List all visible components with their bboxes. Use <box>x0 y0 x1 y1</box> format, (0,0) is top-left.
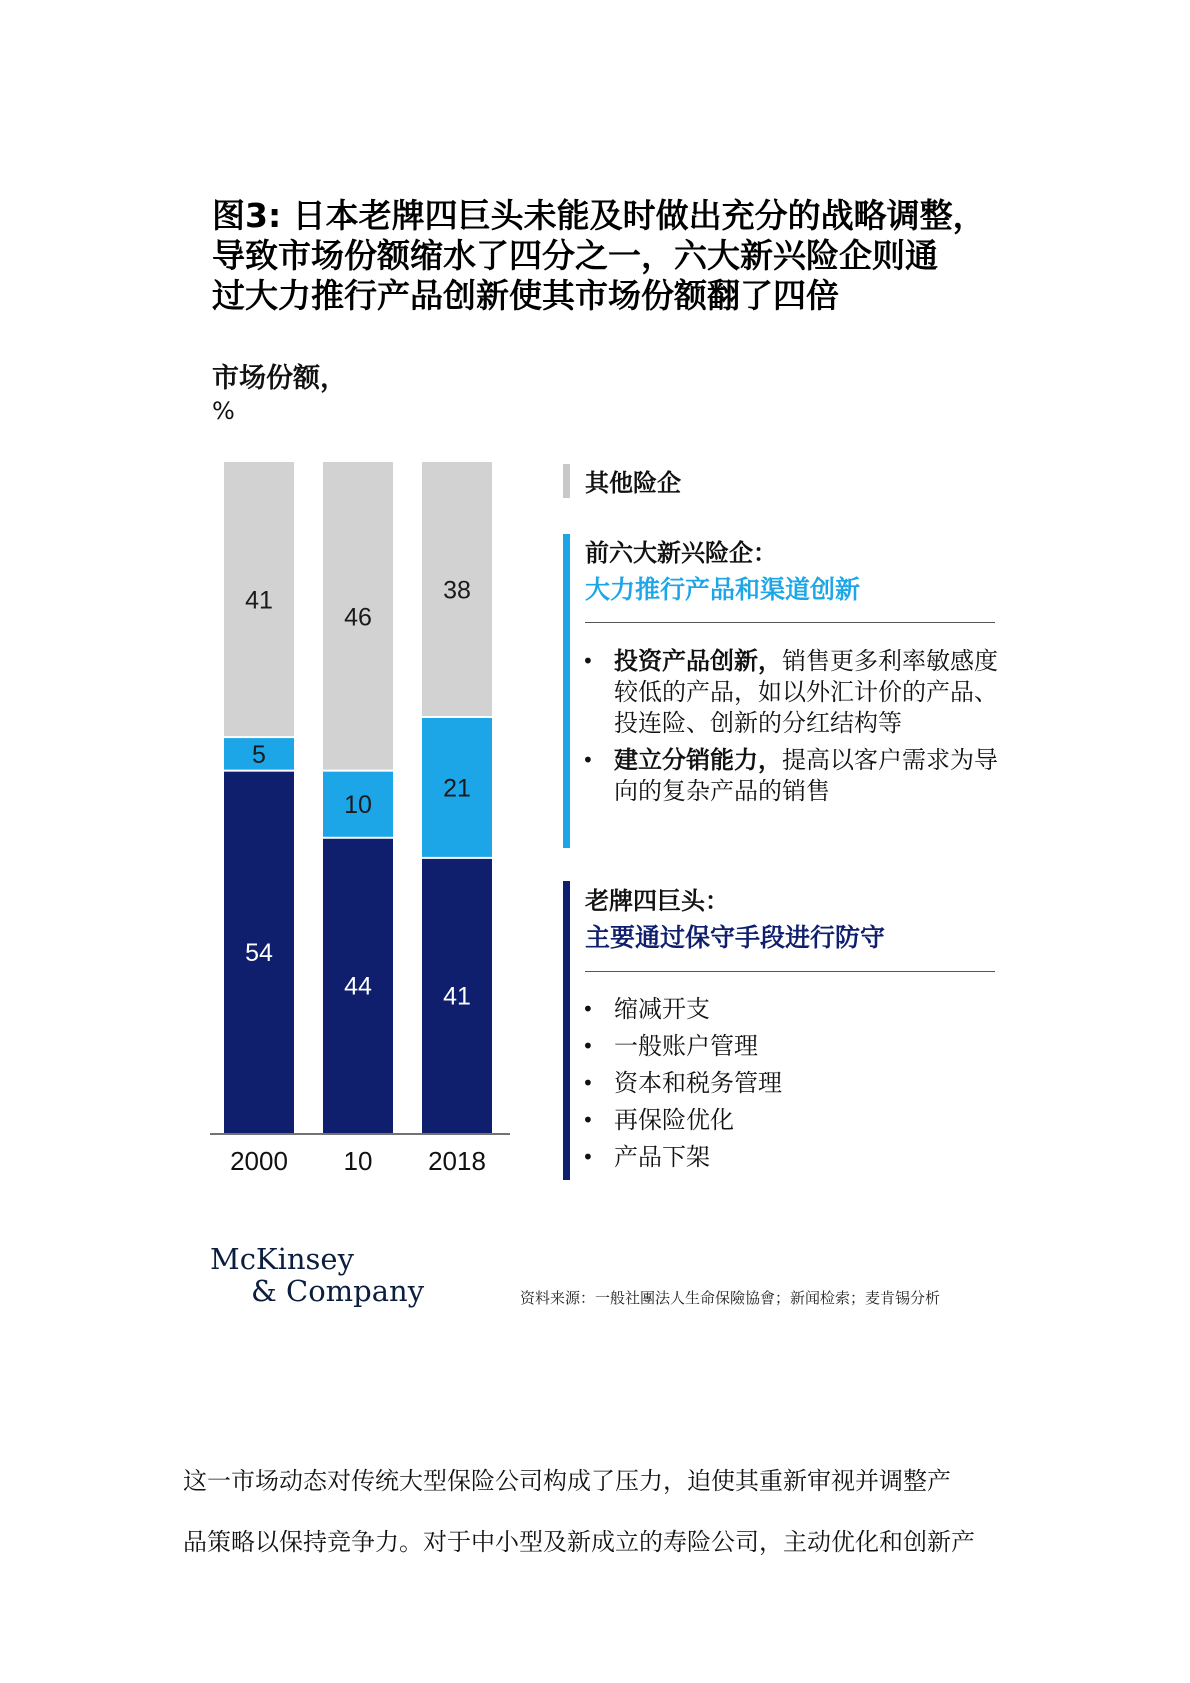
bullet-icon: • <box>582 748 594 772</box>
bullet-text: 一般账户管理 <box>614 1032 758 1060</box>
y-axis-label: 市场份额， <box>212 363 347 394</box>
bullet-text: 缩减开支 <box>614 995 710 1023</box>
bar-value-label: 38 <box>443 576 471 605</box>
bullet-item <box>582 1142 1002 1173</box>
x-tick-label: 2018 <box>428 1146 486 1176</box>
mckinsey-logo <box>210 1243 424 1307</box>
bullet-icon: • <box>582 997 594 1021</box>
bullet-text: 投资产品创新，销售更多利率敏感度较低的产品，如以外汇计价的产品、投连险、创新的分红结构等 <box>614 647 998 737</box>
bullet-text: 再保险优化 <box>614 1106 734 1134</box>
legend-emerging-subtitle: 大力推行产品和渠道创新 <box>585 575 861 604</box>
bar-value-label: 41 <box>245 586 273 615</box>
bar-value-label: 54 <box>245 938 273 967</box>
bar-value-label: 46 <box>344 603 372 632</box>
bullet-icon: • <box>582 1034 594 1058</box>
legend-emerging <box>585 533 860 606</box>
bullet-text: 产品下架 <box>614 1143 710 1171</box>
legend-emerging-marker <box>563 534 570 848</box>
legend-other-label: 其他险企 <box>585 469 681 497</box>
bar-value-label: 10 <box>344 791 372 820</box>
logo-line-1: McKinsey <box>210 1242 354 1276</box>
bullet-icon: • <box>582 1071 594 1095</box>
stacked-bar-chart <box>200 450 530 1190</box>
logo-line-2: & Company <box>251 1274 425 1308</box>
x-tick-label: 10 <box>343 1146 373 1176</box>
source-note: 资料来源：一般社團法人生命保險協會；新闻检索；麦肯锡分析 <box>520 1289 941 1307</box>
bar-value-label: 41 <box>443 982 471 1011</box>
legend-other <box>585 463 681 498</box>
x-tick-label: 2000 <box>230 1146 288 1176</box>
chart-title <box>212 196 1032 316</box>
bullet-text: 资本和税务管理 <box>614 1069 782 1097</box>
legend-emerging-bullets <box>582 646 1002 813</box>
title-line-1: 图3: 日本老牌四巨头未能及时做出充分的战略调整， <box>212 196 986 235</box>
legend-other-marker <box>563 464 570 498</box>
legend-emerging-divider <box>585 622 995 623</box>
title-line-2: 导致市场份额缩水了四分之一，六大新兴险企则通 <box>212 236 938 275</box>
bullet-icon: • <box>582 649 594 673</box>
legend-incumbent-title: 老牌四巨头： <box>585 887 729 915</box>
legend-emerging-title: 前六大新兴险企： <box>585 539 777 567</box>
bullet-item <box>582 994 1002 1025</box>
body-text-line-2: 品策略以保持竞争力。对于中小型及新成立的寿险公司，主动优化和创新产 <box>183 1528 975 1556</box>
legend-incumbent-divider <box>585 971 995 972</box>
legend-incumbent-bullets <box>582 994 1002 1179</box>
body-text-line-1: 这一市场动态对传统大型保险公司构成了压力，迫使其重新审视并调整产 <box>183 1467 951 1495</box>
bullet-text: 建立分销能力，提高以客户需求为导向的复杂产品的销售 <box>614 746 998 805</box>
bullet-item <box>582 1068 1002 1099</box>
legend-incumbent-marker <box>563 881 570 1180</box>
legend-incumbent-subtitle: 主要通过保守手段进行防守 <box>585 923 886 952</box>
legend-incumbent <box>585 881 885 954</box>
bar-value-label: 5 <box>252 740 266 769</box>
bullet-icon: • <box>582 1108 594 1132</box>
title-line-3: 过大力推行产品创新使其市场份额翻了四倍 <box>212 276 839 315</box>
bar-value-label: 44 <box>344 972 372 1001</box>
bullet-icon: • <box>582 1145 594 1169</box>
bullet-item <box>582 745 1002 807</box>
bullet-item <box>582 1031 1002 1062</box>
y-axis-unit: % <box>212 397 235 425</box>
bullet-item <box>582 1105 1002 1136</box>
bar-value-label: 21 <box>443 774 471 803</box>
bullet-item <box>582 646 1002 739</box>
